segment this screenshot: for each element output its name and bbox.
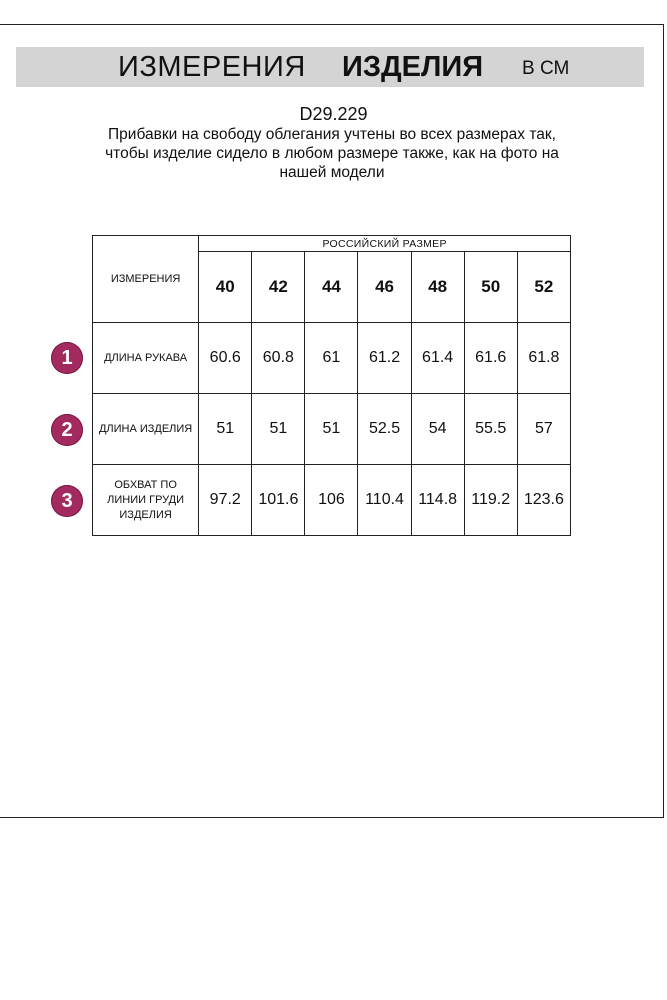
table-cell: 119.2	[464, 465, 517, 536]
table-cell: 61.6	[464, 323, 517, 394]
table-cell: 51	[252, 394, 305, 465]
size-header: 46	[358, 252, 411, 323]
table-cell: 60.8	[252, 323, 305, 394]
size-header: 50	[464, 252, 517, 323]
table-cell: 123.6	[517, 465, 570, 536]
row-number-badge: 3	[51, 485, 83, 517]
size-header: 52	[517, 252, 570, 323]
table-cell: 55.5	[464, 394, 517, 465]
table-cell: 61.2	[358, 323, 411, 394]
table-cell: 61	[305, 323, 358, 394]
table-cell: 114.8	[411, 465, 464, 536]
table-cell: 61.4	[411, 323, 464, 394]
table-row	[93, 465, 571, 536]
row-label-sleeve-length: ДЛИНА РУКАВА	[93, 323, 199, 394]
table-cell: 51	[305, 394, 358, 465]
row-number-badge: 2	[51, 414, 83, 446]
table-cell: 54	[411, 394, 464, 465]
title-unit: В СМ	[522, 58, 570, 79]
title-item: ИЗДЕЛИЯ	[342, 51, 484, 83]
table-cell: 52.5	[358, 394, 411, 465]
size-header: 42	[252, 252, 305, 323]
row-label-item-length: ДЛИНА ИЗДЕЛИЯ	[93, 394, 199, 465]
size-header: 44	[305, 252, 358, 323]
table-cell: 51	[199, 394, 252, 465]
row-label-chest-girth: ОБХВАТ ПО ЛИНИИ ГРУДИ ИЗДЕЛИЯ	[93, 465, 199, 536]
table-row	[93, 323, 571, 394]
table-cell: 106	[305, 465, 358, 536]
row-number-badge: 1	[51, 342, 83, 374]
table-cell: 57	[517, 394, 570, 465]
fit-note: Прибавки на свободу облегания учтены во всех размерах так, чтобы изделие сидело в любом размере также, как на фото на нашей модели	[105, 126, 559, 181]
table-cell: 60.6	[199, 323, 252, 394]
table-cell: 97.2	[199, 465, 252, 536]
table-cell: 61.8	[517, 323, 570, 394]
table-cell: 110.4	[358, 465, 411, 536]
title-measurements: ИЗМЕРЕНИЯ	[118, 51, 306, 83]
article-number: D29.229	[299, 104, 368, 124]
measure-header: ИЗМЕРЕНИЯ	[93, 236, 199, 323]
size-table	[92, 235, 571, 536]
size-header: 40	[199, 252, 252, 323]
table-row	[93, 394, 571, 465]
size-header: 48	[411, 252, 464, 323]
table-cell: 101.6	[252, 465, 305, 536]
size-group-header: РОССИЙСКИЙ РАЗМЕР	[199, 236, 571, 252]
